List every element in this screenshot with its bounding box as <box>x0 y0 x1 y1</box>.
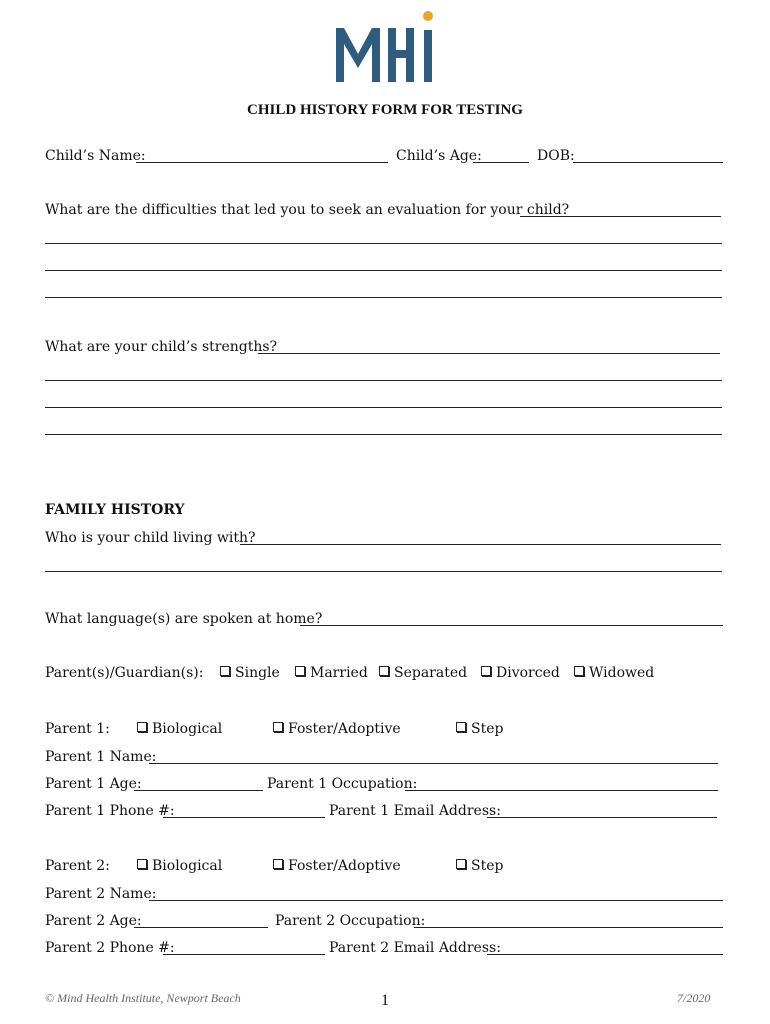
language-field[interactable] <box>300 625 723 626</box>
parent1-name-label: Parent 1 Name: <box>45 749 157 765</box>
parent2-occupation-field[interactable] <box>414 927 723 928</box>
parent2-age-field[interactable] <box>134 927 268 928</box>
footer-date: 7/2020 <box>677 991 711 1005</box>
child-age-field[interactable] <box>473 162 529 163</box>
checkbox-icon[interactable] <box>137 859 147 869</box>
parent1-phone-field[interactable] <box>163 817 325 818</box>
difficulties-question: What are the difficulties that led you to seek an evaluation for your child? <box>45 202 570 218</box>
dob-field[interactable] <box>573 162 723 163</box>
parent2-option-foster[interactable]: Foster/Adoptive <box>273 858 401 874</box>
strengths-field-1[interactable] <box>258 353 720 354</box>
parent2-option-step[interactable]: Step <box>456 858 503 874</box>
parent2-email-label: Parent 2 Email Address: <box>329 940 501 956</box>
parent1-name-field[interactable] <box>149 763 718 764</box>
parent1-option-foster[interactable]: Foster/Adoptive <box>273 721 401 737</box>
parent2-name-label: Parent 2 Name: <box>45 886 157 902</box>
child-name-field[interactable] <box>136 162 388 163</box>
child-name-label: Child’s Name: <box>45 148 146 164</box>
guardian-option-married[interactable]: Married <box>295 665 368 681</box>
mhi-logo <box>334 8 438 84</box>
parent1-occupation-field[interactable] <box>405 790 718 791</box>
checkbox-icon[interactable] <box>137 722 147 732</box>
guardian-option-widowed[interactable]: Widowed <box>574 665 654 681</box>
parent2-label: Parent 2: <box>45 858 110 874</box>
difficulties-field-3[interactable] <box>45 270 722 271</box>
language-question: What language(s) are spoken at home? <box>45 611 323 627</box>
parent2-occupation-label: Parent 2 Occupation: <box>275 913 426 929</box>
parent2-phone-field[interactable] <box>163 954 325 955</box>
parent2-age-label: Parent 2 Age: <box>45 913 142 929</box>
living-with-question: Who is your child living with? <box>45 530 256 546</box>
difficulties-field-4[interactable] <box>45 297 722 298</box>
parent1-option-biological[interactable]: Biological <box>137 721 222 737</box>
strengths-question: What are your child’s strengths? <box>45 339 278 355</box>
dob-label: DOB: <box>537 148 575 164</box>
checkbox-icon[interactable] <box>273 859 283 869</box>
difficulties-field-2[interactable] <box>45 243 722 244</box>
child-age-label: Child’s Age: <box>396 148 482 164</box>
form-title: CHILD HISTORY FORM FOR TESTING <box>247 102 523 118</box>
guardian-option-separated[interactable]: Separated <box>379 665 467 681</box>
parent1-occupation-label: Parent 1 Occupation: <box>267 776 418 792</box>
checkbox-icon[interactable] <box>574 666 584 676</box>
checkbox-icon[interactable] <box>295 666 305 676</box>
checkbox-icon[interactable] <box>481 666 491 676</box>
parent2-name-field[interactable] <box>149 900 723 901</box>
living-with-field-1[interactable] <box>240 544 721 545</box>
parent2-option-biological[interactable]: Biological <box>137 858 222 874</box>
difficulties-field-1[interactable] <box>520 216 721 217</box>
strengths-field-2[interactable] <box>45 380 722 381</box>
strengths-field-3[interactable] <box>45 407 722 408</box>
guardian-label: Parent(s)/Guardian(s): <box>45 665 204 681</box>
checkbox-icon[interactable] <box>273 722 283 732</box>
checkbox-icon[interactable] <box>456 722 466 732</box>
guardian-option-divorced[interactable]: Divorced <box>481 665 560 681</box>
checkbox-icon[interactable] <box>379 666 389 676</box>
footer-copyright: © Mind Health Institute, Newport Beach <box>45 991 241 1005</box>
parent1-option-step[interactable]: Step <box>456 721 503 737</box>
parent1-age-field[interactable] <box>134 790 263 791</box>
strengths-field-4[interactable] <box>45 434 722 435</box>
family-history-heading: FAMILY HISTORY <box>45 502 185 518</box>
living-with-field-2[interactable] <box>45 571 722 572</box>
parent1-phone-label: Parent 1 Phone #: <box>45 803 175 819</box>
parent1-email-label: Parent 1 Email Address: <box>329 803 501 819</box>
parent1-age-label: Parent 1 Age: <box>45 776 142 792</box>
checkbox-icon[interactable] <box>220 666 230 676</box>
parent1-label: Parent 1: <box>45 721 110 737</box>
checkbox-icon[interactable] <box>456 859 466 869</box>
parent1-email-field[interactable] <box>487 817 717 818</box>
parent2-email-field[interactable] <box>487 954 723 955</box>
page-number: 1 <box>381 992 389 1009</box>
guardian-option-single[interactable]: Single <box>220 665 280 681</box>
parent2-phone-label: Parent 2 Phone #: <box>45 940 175 956</box>
